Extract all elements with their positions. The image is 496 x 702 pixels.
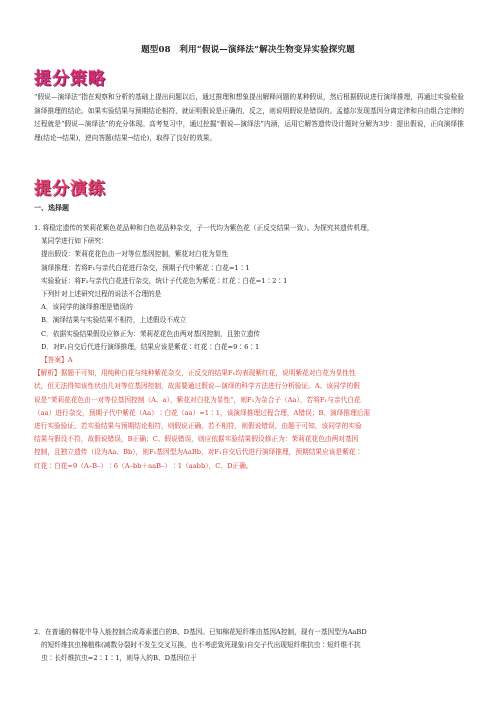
q1-explanation-line: 说是“茉莉花花色由一对等位基因控制（A、a），紫花对白花为显性”，则F₁为杂合子（Aa），若将F₁与亲代白花 xyxy=(34,395,361,404)
q2-stem-line-3: 虫∶长纤维抗虫=2∶1∶1，则导入的B、D基因位于 xyxy=(41,654,197,663)
q1-explanation-line: 控制，且独立遗传（设为Aa、Bb），则F₁基因型为AaBb，对F₁自交后代进行演绎推理，预期结果应该是紫花∶ xyxy=(34,448,363,457)
q1-option-a: A．该同学的演绎推理是错误的 xyxy=(41,303,133,312)
practice-banner: 提分演练 xyxy=(34,178,106,199)
q1-explanation-line: 结果与假设不符，故假说错误，B正确；C、假说错误，则应依据实验结果假设修正为：茉莉花花色由两对基因 xyxy=(34,435,359,444)
q1-option-c: C．依据实验结果假设应修正为：茉莉花花色由两对基因控制，且独立遗传 xyxy=(41,329,261,338)
section-heading: 一、选择题 xyxy=(34,204,69,212)
question-1 xyxy=(34,222,464,473)
strategy-banner: 提分策略 xyxy=(34,68,106,89)
q2-stem-line-2: 的短纤维抗虫棉植株(减数分裂时不发生交叉互换，也不考虑致死现象)自交子代出现短纤维抗虫∶短纤维不抗 xyxy=(41,641,361,650)
strategy-paragraph: “假说—演绎法”指在观察和分析的基础上提出问题以后，通过推理和想象提出解释问题的某种假说，然后根据假说进行演绎推理，再通过实验检验演绎推理的结论。如果实验结果与预期结论相符，就证明假说是正确的，反之，则说明假说是错误的。孟德尔发现基因分离定律和自由组合定律的过程就是“假说—演绎法”的充分体现。高考复习中，通过挖掘“假说—演绎法”内涵，运用它解答遗传设计题时分解为3步：提出假说，正向演绎推理(结论→结果)，逆向答题(结果→结论)，取得了良好的效果。 xyxy=(34,93,464,143)
q2-stem-line-1: 2．在普通的棉花中导入能控制合成毒素蛋白的B、D基因。已知棉花短纤维由基因A控制，现有一基因型为AaBD xyxy=(34,628,367,636)
q1-experiment: 实验验证：将F₁与亲代白花进行杂交，统计子代花色为紫花∶红花∶白花=1∶2∶1 xyxy=(41,276,288,285)
q1-explanation-line: 红花∶白花=9（A–B–）∶6（A–bb＋aaB–）∶1（aabb），C、D正确。 xyxy=(34,461,253,470)
q1-explanation-line: 【解析】据题干可知，用纯种白花与纯种紫花杂交，正反交的结果F₁均表现紫红花，说明紫花对白花为显性性 xyxy=(34,369,356,378)
q1-answer: 【答案】A xyxy=(41,356,73,365)
q1-explanation xyxy=(34,367,464,473)
q1-stem-line-1: 1. 将稳定遗传的茉莉花紫色花品种和白色花品种杂交，子一代均为紫色花（正反交结果一致）。为探究其遗传机理， xyxy=(34,224,374,232)
q1-stem-line-2: 某同学进行如下研究： xyxy=(41,237,108,246)
q1-explanation-line: 进行实验验证，若实验结果与预期结论相符，则假说正确，若不相符，则假说错误，由题干可知，该同学的实验 xyxy=(34,422,362,431)
q1-explanation-line: 状，但无法得知该性状由几对等位基因控制，故需要通过假说—演绎的科学方法进行分析验证。A、该同学的假 xyxy=(34,382,360,391)
page-title: 题型08 利用“假说—演绎法”解决生物变异实验探究题 xyxy=(141,45,355,55)
q1-hypothesis: 提出假设：茉莉花花色由一对等位基因控制，紫花对白花为显性 xyxy=(41,250,229,259)
q1-explanation-line: （aa）进行杂交，预期子代中紫花（Aa）∶白花（aa）=1∶1，该演绎推理过程合理，A错误；B、演绎推理后需 xyxy=(34,408,371,417)
question-2 xyxy=(34,626,464,666)
q1-question: 下列针对上述研究过程的说法不合理的是 xyxy=(41,290,162,299)
q1-deduction: 演绎推理：若将F₁与亲代白花进行杂交，预期子代中紫花∶白花=1∶1 xyxy=(41,263,250,272)
q1-option-d: D．对F₁自交后代进行演绎推理，结果应该是紫花∶红花∶白花=9∶6∶1 xyxy=(41,342,260,351)
q1-option-b: B．演绎结果与实验结果不相符，上述假设不成立 xyxy=(41,316,187,325)
